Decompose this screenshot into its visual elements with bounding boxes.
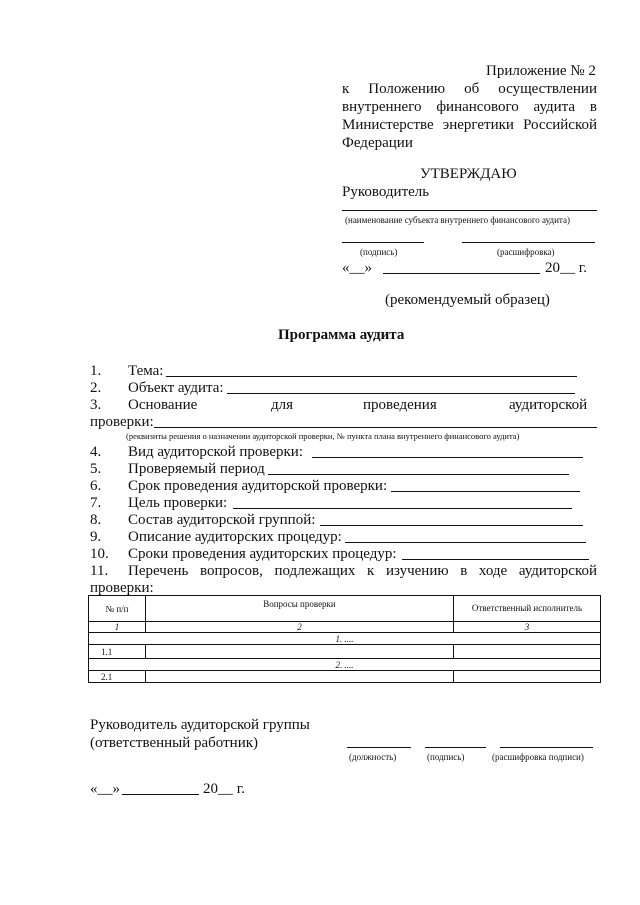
index-1: 1 xyxy=(89,622,146,633)
questions-table xyxy=(88,595,601,683)
item-label: Перечень вопросов, подлежащих к изучению в ходе аудиторской xyxy=(128,563,597,579)
item-number: 8. xyxy=(90,512,102,528)
item-number: 10. xyxy=(90,546,109,562)
item-label: Объект аудита: xyxy=(128,380,224,396)
item-number: 5. xyxy=(90,461,102,477)
row-responsible xyxy=(454,645,601,659)
footer-signature-line xyxy=(425,747,486,748)
item-label: Цель проверки: xyxy=(128,495,228,511)
table-section-row xyxy=(89,659,601,671)
item-fill-line xyxy=(227,393,575,394)
table-section-row xyxy=(89,633,601,645)
approve-date-line xyxy=(383,273,540,274)
item-label: Состав аудиторской группой: xyxy=(128,512,316,528)
decoding-line xyxy=(462,242,595,243)
footer-date-year: 20__ г. xyxy=(203,781,245,797)
item-word: для xyxy=(271,397,294,413)
appendix-title: Приложение № 2 xyxy=(486,63,596,79)
item-fill-line xyxy=(166,376,577,377)
sample-note: (рекомендуемый образец) xyxy=(385,292,550,308)
appendix-line-2: внутреннего финансового аудита в xyxy=(342,99,597,115)
subject-line xyxy=(342,210,597,211)
appendix-line-1: к Положению об осуществлении xyxy=(342,81,597,97)
item-fill-line xyxy=(345,542,586,543)
row-number: 2.1 xyxy=(89,671,146,683)
item-number: 7. xyxy=(90,495,102,511)
row-number: 1.1 xyxy=(89,645,146,659)
approve-heading: УТВЕРЖДАЮ xyxy=(420,166,517,182)
item-fill-line xyxy=(154,427,597,428)
index-2: 2 xyxy=(146,622,454,633)
item-label: Срок проведения аудиторской проверки: xyxy=(128,478,388,494)
item-number: 2. xyxy=(90,380,102,396)
item-label: Проверяемый период xyxy=(128,461,265,477)
item-word: Основание xyxy=(128,397,198,413)
footer-line-2: (ответственный работник) xyxy=(90,735,259,751)
item-label: Описание аудиторских процедур: xyxy=(128,529,342,545)
item-fill-line xyxy=(320,525,583,526)
header-responsible: Ответственный исполнитель xyxy=(454,596,601,622)
item-number: 3. xyxy=(90,397,102,413)
row-question xyxy=(146,671,454,683)
footer-decoding-line xyxy=(500,747,593,748)
subject-caption: (наименование субъекта внутреннего финансового аудита) xyxy=(345,215,570,225)
appendix-line-4: Федерации xyxy=(342,135,413,151)
table-row xyxy=(89,671,601,683)
footer-date-open: «__» xyxy=(90,781,120,797)
header-questions: Вопросы проверки xyxy=(146,596,454,622)
index-3: 3 xyxy=(454,622,601,633)
decoding-caption: (расшифровка) xyxy=(497,247,555,257)
header-num: № п/п xyxy=(89,596,146,622)
item-fill-line xyxy=(402,559,589,560)
caption-decoding: (расшифровка подписи) xyxy=(492,752,584,762)
caption-signature: (подпись) xyxy=(427,752,465,762)
appendix-line-3: Министерстве энергетики Российской xyxy=(342,117,597,133)
approve-head-label: Руководитель xyxy=(342,184,430,200)
item-3-caption: (реквизиты решения о назначении аудиторской проверки, № пункта плана внутреннего финансового аудита) xyxy=(126,431,520,441)
item-number: 11. xyxy=(90,563,109,579)
approve-date-year: 20__ г. xyxy=(545,260,587,276)
item-number: 1. xyxy=(90,363,102,379)
item-fill-line xyxy=(268,474,569,475)
table-index-row xyxy=(89,622,601,633)
position-line xyxy=(347,747,411,748)
item-number: 9. xyxy=(90,529,102,545)
signature-line xyxy=(342,242,424,243)
table-header-row xyxy=(89,596,601,622)
footer-date-line xyxy=(122,794,199,795)
approve-date-open: «__» xyxy=(342,260,372,276)
item-fill-line xyxy=(233,508,572,509)
item-label: Вид аудиторской проверки: xyxy=(128,444,304,460)
row-responsible xyxy=(454,671,601,683)
caption-position: (должность) xyxy=(349,752,397,762)
item-word: аудиторской xyxy=(509,397,588,413)
doc-title: Программа аудита xyxy=(278,327,405,343)
item-label: Сроки проведения аудиторских процедур: xyxy=(128,546,397,562)
item-label: Тема: xyxy=(128,363,164,379)
section-1: 1. .... xyxy=(89,633,601,645)
item-continuation: проверки: xyxy=(90,414,154,430)
row-question xyxy=(146,645,454,659)
footer-line-1: Руководитель аудиторской группы xyxy=(90,717,310,733)
item-number: 4. xyxy=(90,444,102,460)
item-number: 6. xyxy=(90,478,102,494)
item-fill-line xyxy=(312,457,583,458)
signature-caption: (подпись) xyxy=(360,247,398,257)
table-row xyxy=(89,645,601,659)
section-2: 2. .... xyxy=(89,659,601,671)
item-continuation: проверки: xyxy=(90,580,154,596)
item-fill-line xyxy=(391,491,580,492)
item-word: проведения xyxy=(363,397,437,413)
